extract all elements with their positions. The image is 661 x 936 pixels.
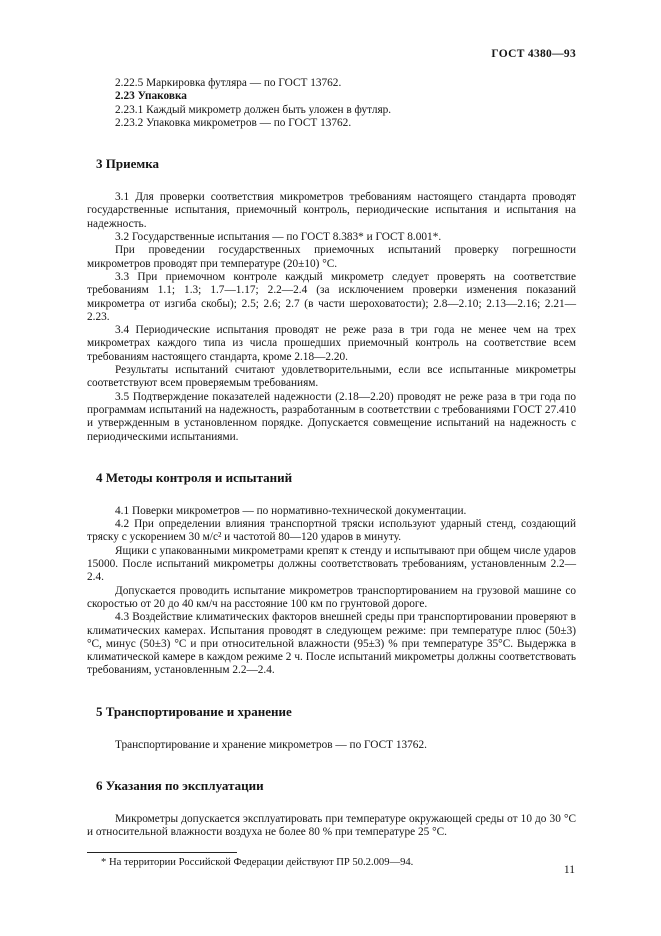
paragraph: Ящики с упакованными микрометрами крепят к стенду и испытывают при общем числе ударов 15000. После испытаний микрометры должны соответствовать требованиям, установленным 2.2—2.4. [87, 544, 576, 584]
paragraph: 3.3 При приемочном контроле каждый микрометр следует проверять на соответствие требованиям 1.1; 1.3; 1.7—1.17; 2.2—2.4 (за исключением проверки изменения показаний микрометра от изгиба скобы); 2.5; 2.6; 2.7 (в части шероховатости); 2.8—2.10; 2.13—2.16; 2.21—2.23. [87, 270, 576, 323]
footnote-text: * На территории Российской Федерации действуют ПР 50.2.009—94. [101, 856, 414, 868]
footnote [87, 852, 576, 870]
paragraph: 3.2 Государственные испытания — по ГОСТ 8.383* и ГОСТ 8.001*. [115, 231, 442, 244]
section-heading: 4 Методы контроля и испытаний [96, 469, 293, 485]
paragraph: 3.1 Для проверки соответствия микрометров требованиям настоящего стандарта проводят государственные испытания, приемочный контроль, периодические испытания и испытания на надежность. [87, 191, 576, 230]
footnote-divider [87, 852, 237, 853]
document-body [87, 77, 576, 840]
section-heading: 5 Транспортирование и хранение [96, 703, 292, 719]
paragraph: 3.5 Подтверждение показателей надежности (2.18—2.20) проводят не реже раза в три года по программам испытаний на надежность, разработанным в соответствии с требованиями ГОСТ 27.410 и утвержденным в установленном порядке. Допускается совмещение испытаний на надежность с периодическими испытаниями. [87, 390, 576, 443]
page-number: 11 [563, 864, 575, 876]
paragraph: 4.2 При определении влияния транспортной тряски используют ударный стенд, создающий тряску с ускорением 30 м/с² и частотой 80—120 ударов в минуту. [87, 518, 576, 544]
section-heading: 3 Приемка [96, 156, 160, 172]
paragraph: 2.23.2 Упаковка микрометров — по ГОСТ 13762. [115, 116, 352, 129]
paragraph: Допускается проводить испытание микрометров транспортированием на грузовой машине со скоростью от 20 до 40 км/ч на расстояние 100 км по грунтовой дороге. [87, 584, 576, 610]
paragraph: 2.22.5 Маркировка футляра — по ГОСТ 13762. [115, 77, 342, 89]
paragraph: 4.1 Поверки микрометров — по нормативно-технической документации. [115, 504, 467, 517]
paragraph: 2.23 Упаковка [115, 90, 187, 103]
paragraph: Результаты испытаний считают удовлетворительными, если все испытанные микрометры соответствуют всем проверяемым требованиям. [87, 364, 576, 390]
paragraph: 3.4 Периодические испытания проводят не реже раза в три года не менее чем на трех микрометрах каждого типа из числа прошедших приемочный контроль на соответствие всем требованиям настоящего стандарта, кроме 2.18—2.20. [87, 324, 576, 363]
paragraph: 2.23.1 Каждый микрометр должен быть уложен в футляр. [115, 103, 392, 116]
paragraph: Транспортирование и хранение микрометров — по ГОСТ 13762. [115, 738, 427, 751]
paragraph: 4.3 Воздействие климатических факторов внешней среды при транспортировании проверяют в климатических камерах. Испытания проводят в следующем режиме: при температуре плюс (50±3) °С, минус (50±3) °С и при относительной влажности (95±3) % при температуре 35°С. Выдержка в климатической камере в каждом режиме 2 ч. После испытаний микрометры должны соответствовать требованиям, установленным 2.2—2.4. [87, 611, 576, 677]
doc-number: ГОСТ 4380—93 [491, 48, 576, 60]
paragraph: При проведении государственных приемочных испытаний проверку погрешности микрометров проводят при температуре (20±10) °С. [87, 244, 576, 270]
paragraph: Микрометры допускается эксплуатировать при температуре окружающей среды от 10 до 30 °С и относительной влажности воздуха не более 80 % при температуре 25 °С. [87, 812, 576, 839]
section-heading: 6 Указания по эксплуатации [96, 777, 264, 793]
